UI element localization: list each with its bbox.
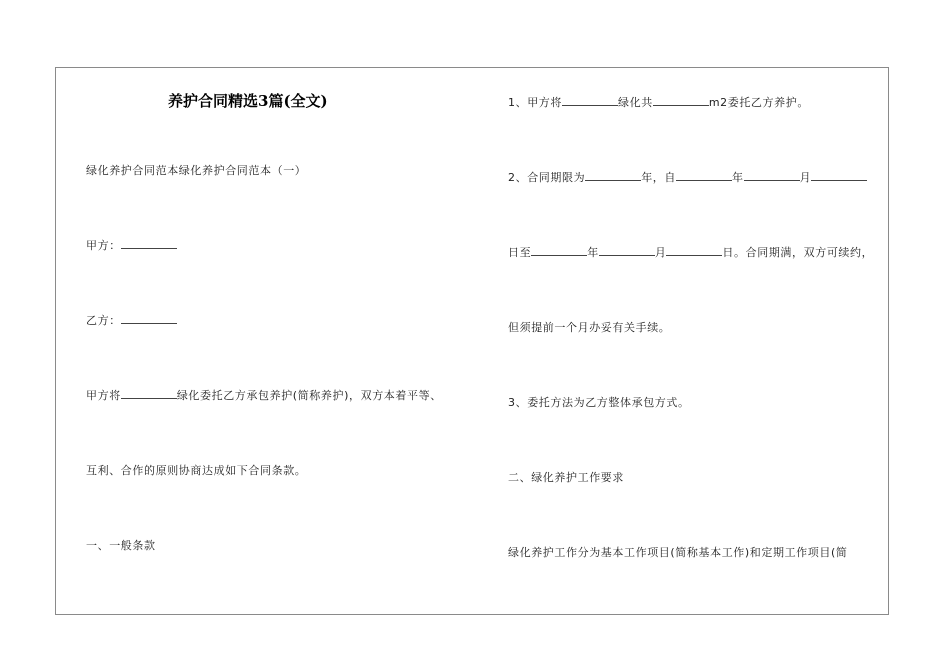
paragraph-text: 甲方将 (86, 389, 121, 402)
blank-field (676, 169, 732, 181)
clause-line (508, 169, 867, 185)
clause-line: 但须提前一个月办妥有关手续。 (508, 321, 671, 334)
blank-field (531, 244, 587, 256)
document-title: 养护合同精选3篇(全文) (168, 92, 328, 110)
party-a-label: 甲方： (86, 239, 121, 252)
party-a-line (86, 237, 177, 253)
clause-text: 年，自 (641, 171, 677, 184)
clause-line (508, 244, 873, 260)
paragraph-line: 互利、合作的原则协商达成如下合同条款。 (86, 464, 307, 477)
blank-field (585, 169, 641, 181)
clause-text: m2委托乙方养护。 (708, 96, 809, 109)
clause-text: 年 (732, 171, 744, 184)
clause-text: 月 (799, 171, 812, 184)
clause-line (508, 94, 809, 110)
paragraph-line (86, 387, 442, 403)
section-heading: 二、绿化养护工作要求 (508, 471, 624, 484)
clause-line: 3、委托方法为乙方整体承包方式。 (508, 396, 690, 409)
party-a-blank (121, 237, 177, 249)
clause-text: 2、合同期限为 (508, 171, 586, 184)
blank-field (562, 94, 618, 106)
area-blank (653, 94, 709, 106)
party-b-blank (121, 312, 177, 324)
clause-text: 月 (654, 246, 667, 259)
clause-line: 绿化养护工作分为基本工作项目(简称基本工作)和定期工作项目(简 (508, 546, 848, 559)
section-heading: 一、一般条款 (86, 539, 156, 552)
party-b-line (86, 312, 177, 328)
paragraph-text: 绿化委托乙方承包养护(简称养护)，双方本着平等、 (176, 389, 442, 402)
clause-text: 日至 (508, 246, 532, 259)
clause-text: 日。合同期满，双方可续约， (722, 246, 874, 259)
greenery-blank (121, 387, 177, 399)
document-page (55, 67, 889, 615)
blank-field (666, 244, 722, 256)
clause-text: 绿化共 (618, 96, 653, 109)
party-b-label: 乙方： (86, 314, 121, 327)
contract-subtitle: 绿化养护合同范本绿化养护合同范本（一） (86, 164, 307, 177)
blank-field (599, 244, 655, 256)
blank-field (811, 169, 867, 181)
clause-text: 年 (587, 246, 599, 259)
blank-field (744, 169, 800, 181)
clause-text: 1、甲方将 (508, 96, 562, 109)
